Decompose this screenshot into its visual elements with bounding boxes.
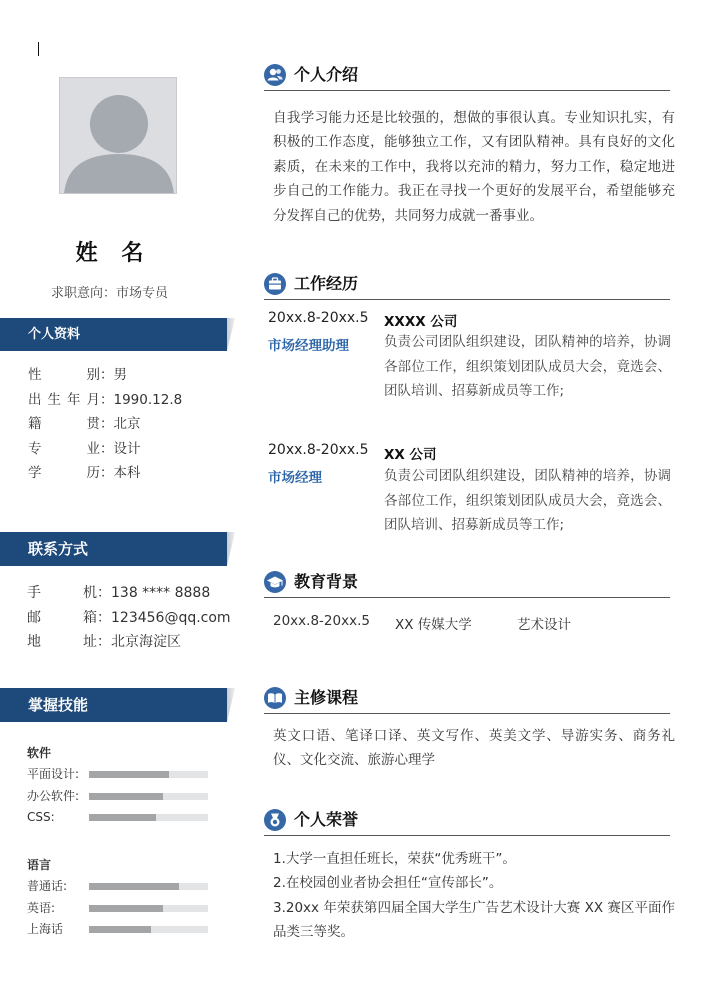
info-value: 北京 [113, 416, 141, 432]
info-key: 专业 [28, 441, 100, 457]
skill-label: 办公软件: [27, 789, 80, 803]
info-sep: ： [100, 441, 114, 457]
skill-label: 平面设计: [27, 767, 80, 781]
section-title: 个人资料 [28, 327, 81, 342]
skill-bar [89, 883, 208, 890]
job-position: 市场经理助理 [268, 338, 349, 354]
header-shadow [227, 318, 235, 351]
contact-key: 地址 [27, 634, 97, 650]
skill-category-software: 软件 [27, 746, 52, 760]
skill-bar-fill [89, 771, 169, 778]
info-sep: ： [100, 465, 114, 481]
section-title: 个人介绍 [294, 65, 359, 84]
skill-bar-fill [89, 793, 163, 800]
skill-label: 普通话: [27, 879, 68, 893]
job-date: 20xx.8-20xx.5 [268, 310, 369, 326]
honor-item: 1.大学一直担任班长，荣获“优秀班干”。 [273, 851, 516, 867]
medal-icon [264, 809, 286, 831]
section-header-skills [0, 688, 227, 722]
contact-sep: ： [97, 585, 111, 601]
job-date: 20xx.8-20xx.5 [268, 442, 369, 458]
job-intent: 求职意向：市场专员 [50, 286, 168, 301]
person-name: 姓 名 [75, 241, 152, 266]
skill-label: 英语: [27, 901, 56, 915]
section-header-personal-info [0, 318, 227, 351]
section-header-about [264, 64, 670, 91]
skill-row [27, 806, 55, 828]
skill-row [27, 785, 79, 807]
section-header-experience [264, 273, 670, 300]
info-sep: ： [100, 416, 114, 432]
skill-row [27, 897, 55, 919]
contact-value: 北京海淀区 [111, 634, 181, 650]
skill-label: CSS: [27, 810, 55, 824]
education-major: 艺术设计 [517, 617, 571, 633]
skill-bar [89, 926, 208, 933]
section-header-contact [0, 532, 227, 566]
job-position: 市场经理 [268, 470, 322, 486]
section-title: 掌握技能 [28, 696, 89, 714]
section-title: 教育背景 [294, 572, 359, 591]
skill-row [27, 918, 63, 940]
contact-sep: ： [97, 610, 111, 626]
education-date: 20xx.8-20xx.5 [273, 613, 370, 629]
section-header-education [264, 571, 670, 598]
section-title: 联系方式 [28, 540, 89, 558]
skill-bar-fill [89, 926, 151, 933]
education-school: XX 传媒大学 [395, 617, 472, 633]
header-shadow [227, 688, 235, 722]
briefcase-icon [264, 273, 286, 295]
info-key: 学历 [28, 465, 100, 481]
info-key: 籍贯 [28, 416, 100, 432]
avatar-icon [60, 78, 177, 194]
info-key: 性别 [28, 367, 100, 383]
header-shadow [227, 532, 235, 566]
book-icon [264, 687, 286, 709]
info-sep: ： [100, 392, 114, 408]
info-sep: ： [100, 367, 114, 383]
text-cursor [38, 42, 39, 56]
skill-bar-fill [89, 883, 179, 890]
profile-photo [59, 77, 177, 194]
info-row-hometown [28, 412, 141, 436]
contact-value: 123456@qq.com [111, 610, 231, 626]
skill-label: 上海话 [27, 922, 64, 936]
info-row-major [28, 437, 141, 461]
contact-value: 138 **** 8888 [111, 585, 211, 601]
section-header-honors [264, 809, 670, 836]
info-row-gender [28, 363, 127, 387]
contact-sep: ： [97, 634, 111, 650]
contact-row-address [27, 630, 181, 654]
contact-key: 邮箱 [27, 610, 97, 626]
courses-text: 英文口语、笔译口译、英文写作、英美文学、导游实务、商务礼仪、文化交流、旅游心理学 [273, 728, 675, 769]
graduation-cap-icon [264, 571, 286, 593]
info-value: 设计 [113, 441, 141, 457]
skill-bar [89, 771, 208, 778]
info-value: 1990.12.8 [113, 392, 183, 408]
job-company: XXXX 公司 [384, 314, 458, 330]
skill-bar-fill [89, 905, 163, 912]
info-row-degree [28, 461, 141, 485]
contact-key: 手机 [27, 585, 97, 601]
honors-list [273, 847, 675, 945]
skill-bar-fill [89, 814, 156, 821]
info-key: 出生年月 [28, 392, 100, 408]
skill-bar [89, 814, 208, 821]
skill-bar [89, 793, 208, 800]
section-title: 主修课程 [294, 688, 359, 707]
info-row-birth [28, 388, 182, 412]
skill-row [27, 763, 79, 785]
skill-category-language: 语言 [27, 858, 52, 872]
about-text: 自我学习能力还是比较强的，想做的事很认真。专业知识扎实，有积极的工作态度，能够独立工作，又有团队精神。具有良好的文化素质，在未来的工作中，我将以充沛的精力，努力工作，稳定地进步自己的工作能力。我正在寻找一个更好的发展平台，希望能够充分发挥自己的优势，共同努力成就一番事业。 [273, 110, 675, 224]
section-header-courses [264, 687, 670, 714]
job-description: 负责公司团队组织建设，团队精神的培养，协调各部位工作，组织策划团队成员大会，竟选会、团队培训、招募新成员等工作; [384, 468, 671, 533]
skill-row [27, 875, 67, 897]
info-value: 男 [113, 367, 127, 383]
contact-row-email [27, 606, 231, 630]
user-icon [264, 64, 286, 86]
skill-bar [89, 905, 208, 912]
contact-row-phone [27, 581, 210, 605]
honor-item: 3.20xx 年荣获第四届全国大学生广告艺术设计大赛 XX 赛区平面作品类三等奖。 [273, 899, 675, 941]
section-title: 个人荣誉 [294, 810, 359, 829]
honor-item: 2.在校园创业者协会担任“宣传部长”。 [273, 875, 503, 892]
section-title: 工作经历 [294, 274, 359, 293]
job-company: XX 公司 [384, 447, 437, 463]
info-value: 本科 [113, 465, 141, 481]
job-description: 负责公司团队组织建设，团队精神的培养，协调各部位工作，组织策划团队成员大会，竟选会、团队培训、招募新成员等工作; [384, 334, 671, 399]
